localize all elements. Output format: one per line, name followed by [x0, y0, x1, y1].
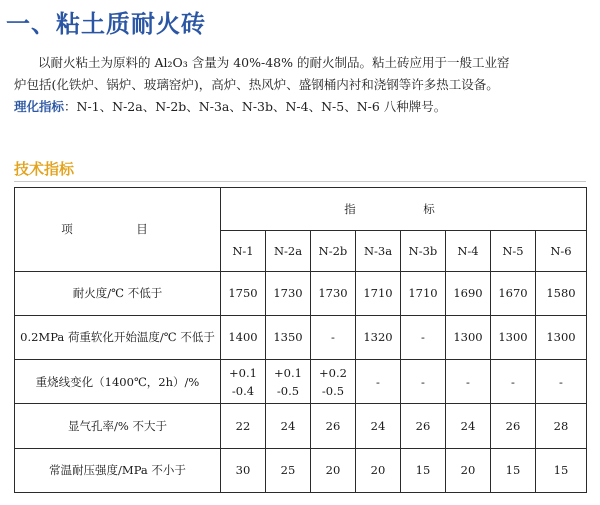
table-cell: 26 — [491, 404, 536, 448]
table-cell: - — [536, 360, 587, 404]
page-title: 一、粘土质耐火砖 — [6, 10, 206, 38]
grade-header: N-3a — [356, 231, 401, 271]
table-cell: - — [491, 360, 536, 404]
table-cell: 20 — [356, 448, 401, 492]
cell-top: +0.1 — [229, 365, 257, 380]
row-label: 常温耐压强度/MPa 不小于 — [15, 448, 221, 492]
table-cell: 22 — [221, 404, 266, 448]
cell-bottom: -0.5 — [276, 383, 300, 398]
table-cell — [266, 360, 311, 404]
row-label: 显气孔率/% 不大于 — [15, 404, 221, 448]
cell-top: +0.2 — [319, 365, 347, 380]
table-cell: 24 — [356, 404, 401, 448]
section-divider — [14, 181, 586, 182]
table-cell: 20 — [311, 448, 356, 492]
index-header: 指 标 — [221, 188, 587, 231]
table-row — [15, 315, 587, 359]
cell-bottom: -0.4 — [231, 383, 255, 398]
table-cell: 24 — [266, 404, 311, 448]
table-cell: 20 — [446, 448, 491, 492]
intro-line-1 — [14, 52, 594, 74]
table-row — [15, 404, 587, 448]
table-cell — [311, 360, 356, 404]
spec-table — [14, 187, 587, 493]
table-cell: 24 — [446, 404, 491, 448]
grade-header: N-4 — [446, 231, 491, 271]
table-cell: 28 — [536, 404, 587, 448]
table-cell: 26 — [401, 404, 446, 448]
row-label: 0.2MPa 荷重软化开始温度/℃ 不低于 — [15, 315, 221, 359]
table-cell: 1300 — [536, 315, 587, 359]
cell-top: +0.1 — [274, 365, 302, 380]
table-cell: 1710 — [401, 271, 446, 315]
table-cell: 1300 — [446, 315, 491, 359]
grade-header: N-5 — [491, 231, 536, 271]
item-header: 项 目 — [15, 188, 221, 272]
table-cell: 30 — [221, 448, 266, 492]
table-cell: 1750 — [221, 271, 266, 315]
table-cell: - — [401, 315, 446, 359]
table-cell: 1400 — [221, 315, 266, 359]
grade-header: N-3b — [401, 231, 446, 271]
table-cell — [221, 360, 266, 404]
row-label: 耐火度/℃ 不低于 — [15, 271, 221, 315]
table-cell: 1670 — [491, 271, 536, 315]
table-cell: - — [446, 360, 491, 404]
table-cell: 1690 — [446, 271, 491, 315]
table-cell: 15 — [401, 448, 446, 492]
intro-text-1: 以耐火粘土为原料的 Al₂O₃ 含量为 40%-48% 的耐火制品。粘土砖应用于一般工业窑 — [38, 55, 510, 70]
grade-header: N-1 — [221, 231, 266, 271]
table-cell: 1350 — [266, 315, 311, 359]
table-cell: - — [356, 360, 401, 404]
table-cell: 15 — [536, 448, 587, 492]
section-title: 技术指标 — [14, 160, 75, 178]
table-cell: 1300 — [491, 315, 536, 359]
table-row — [15, 271, 587, 315]
table-cell: 1580 — [536, 271, 587, 315]
row-label: 重烧线变化（1400℃，2h）/% — [15, 360, 221, 404]
intro-line-2: 炉包括(化铁炉、锅炉、玻璃窑炉)，高炉、热风炉、盛钢桶内衬和浇钢等许多热工设备。 — [14, 77, 499, 92]
table-cell: 26 — [311, 404, 356, 448]
table-cell: - — [311, 315, 356, 359]
intro-line-3 — [14, 96, 594, 118]
table-row — [15, 360, 587, 404]
table-header-row — [15, 188, 587, 231]
table-cell: 1730 — [311, 271, 356, 315]
intro-paragraph — [14, 52, 594, 118]
cell-bottom: -0.5 — [321, 383, 345, 398]
table-cell: 1320 — [356, 315, 401, 359]
grade-header: N-6 — [536, 231, 587, 271]
table-cell: 15 — [491, 448, 536, 492]
grades-text: ：N-1、N-2a、N-2b、N-3a、N-3b、N-4、N-5、N-6 八种牌号。 — [64, 99, 447, 114]
table-cell: 1710 — [356, 271, 401, 315]
table-cell: 1730 — [266, 271, 311, 315]
table-cell: 25 — [266, 448, 311, 492]
grade-header: N-2a — [266, 231, 311, 271]
table-cell: - — [401, 360, 446, 404]
grades-label: 理化指标 — [14, 99, 65, 114]
table-row — [15, 448, 587, 492]
grade-header: N-2b — [311, 231, 356, 271]
